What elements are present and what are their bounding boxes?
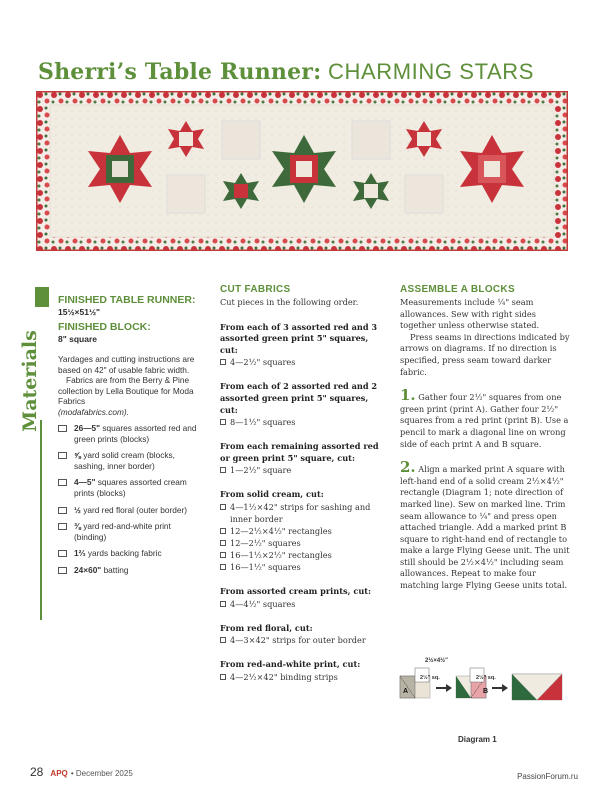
yardage-note: Yardages and cutting instructions are based on 42" of usable fabric width. (58, 354, 195, 375)
finished-block-value: 8" square (58, 334, 97, 344)
cream-square-3 (352, 121, 390, 159)
step-2-number: 2. (400, 458, 416, 477)
checkbox[interactable] (58, 425, 67, 432)
assemble-heading: ASSEMBLE A BLOCKS (400, 284, 515, 295)
cut-item: 4—3×42" strips for outer border (220, 634, 385, 646)
checkbox[interactable] (220, 504, 226, 510)
assemble-intro-1: Measurements include ¼" seam allowances. Sew with right sides together unless otherwise stated. (400, 297, 540, 331)
assemble-column (400, 284, 570, 592)
title-part2: CHARMING STARS (328, 59, 535, 84)
checkbox[interactable] (58, 550, 67, 557)
assemble-intro-2: Press seams in directions indicated by arrows on diagrams. If no direction is specified, press seam toward darker fabric. (400, 331, 570, 377)
checkbox[interactable] (220, 601, 226, 607)
checkbox[interactable] (58, 479, 67, 486)
materials-accent-bar (35, 287, 49, 307)
materials-item: 26—5" squares assorted red and green prints (blocks) (58, 423, 202, 444)
checkbox[interactable] (220, 540, 226, 546)
checkbox[interactable] (58, 507, 67, 514)
checkbox[interactable] (220, 674, 226, 680)
cut-group-head: From red-and-white print, cut: (220, 659, 361, 670)
page-title (38, 58, 534, 85)
finished-runner-value: 15½×51½" (58, 307, 101, 317)
materials-item: ½ yard red floral (outer border) (58, 505, 202, 516)
finished-runner-label: FINISHED TABLE RUNNER: (58, 294, 196, 306)
page-footer (30, 765, 133, 779)
cut-item: 8—1½" squares (220, 416, 385, 428)
checkbox[interactable] (220, 467, 226, 473)
checkbox[interactable] (220, 359, 226, 365)
cut-group-head: From solid cream, cut: (220, 489, 324, 500)
checkbox[interactable] (220, 419, 226, 425)
materials-item: 4—5" squares assorted cream prints (blocks) (58, 477, 202, 498)
watermark: PassionForum.ru (517, 772, 578, 781)
cut-item: 16—1½" squares (220, 561, 385, 573)
step-2 (400, 458, 570, 592)
cut-group-head: From each remaining assorted red or green print 5" square, cut: (220, 441, 379, 463)
diagram-dimension: 2½×4½" (425, 658, 449, 664)
cut-group-head: From each of 3 assorted red and 3 assorted green print 5" squares, cut: (220, 321, 378, 355)
materials-column (58, 294, 202, 576)
cut-item: 12—2½×4½" rectangles (220, 525, 385, 537)
cut-item: 1—2½" square (220, 464, 385, 476)
checkbox[interactable] (220, 552, 226, 558)
materials-list (58, 423, 202, 576)
checkbox[interactable] (58, 567, 67, 574)
materials-rule (40, 420, 42, 620)
diagram-label-b: B (483, 688, 489, 695)
cut-intro: Cut pieces in the following order. (220, 297, 359, 307)
page-number: 28 (30, 765, 44, 779)
step-1-number: 1. (400, 386, 416, 405)
cut-item: 4—1½×42" strips for sashing and inner border (220, 501, 385, 525)
cut-item: 4—2½" squares (220, 356, 385, 368)
cut-item: 4—4½" squares (220, 598, 385, 610)
materials-item: ⅜ yard red-and-white print (binding) (58, 521, 202, 542)
diagram-label-a: A (403, 688, 409, 695)
diagram-caption: Diagram 1 (458, 735, 497, 744)
cream-square-1 (167, 175, 205, 213)
cream-square-4 (405, 175, 443, 213)
step-1-text: Gather four 2½" squares from one green print (print A). Gather four 2½" squares from a red print (print B). Use a pencil to mark a diagonal line on wrong side of each print A and B square. (400, 392, 569, 449)
materials-item: 1⅔ yards backing fabric (58, 548, 202, 559)
cut-group-head: From red floral, cut: (220, 622, 313, 633)
cut-item: 4—2½×42" binding strips (220, 671, 385, 683)
publication-name: APQ (50, 769, 68, 778)
finished-block-label: FINISHED BLOCK: (58, 321, 151, 333)
cut-item: 16—1½×2½" rectangles (220, 549, 385, 561)
cut-group-head: From assorted cream prints, cut: (220, 585, 372, 596)
checkbox[interactable] (220, 637, 226, 643)
cut-item: 12—2½" squares (220, 537, 385, 549)
quilt-photo (36, 91, 568, 251)
cut-heading: CUT FABRICS (220, 284, 291, 295)
cut-group-head: From each of 2 assorted red and 2 assorted green print 5" squares, cut: (220, 381, 378, 415)
issue-date: • December 2025 (70, 769, 133, 778)
checkbox[interactable] (58, 523, 67, 530)
materials-item: 24×60" batting (58, 565, 202, 576)
cut-fabrics-column (220, 284, 385, 683)
step-1 (400, 386, 570, 450)
fabric-note: Fabrics are from the Berry & Pine collection by Lella Boutique for Moda Fabrics (58, 375, 194, 406)
star-block-1 (88, 135, 152, 203)
diagram-sq-label-1: 2½" sq. (420, 675, 440, 681)
fabric-site: (modafabrics.com). (58, 406, 130, 417)
diagram-sq-label-2: 2½" sq. (476, 675, 496, 681)
star-block-3 (460, 135, 524, 203)
checkbox[interactable] (220, 528, 226, 534)
materials-label: Materials (18, 330, 41, 432)
star-block-2 (272, 135, 336, 203)
checkbox[interactable] (58, 452, 67, 459)
title-part1: Sherri’s Table Runner: (38, 59, 322, 85)
materials-item: ⅝ yard solid cream (blocks, sashing, inner border) (58, 450, 202, 471)
cream-square-2 (222, 121, 260, 159)
step-2-text: Align a marked print A square with left-hand end of a solid cream 2½×4½" rectangle (Diagram 1; note direction of marked line). Sew on marked line. Trim seam allowance to ¼" and press open attached triangle. Add a marked print B square to right-hand end of rectangle to make a large Flying Geese unit. The unit still should be 2½×4½" including seam allowances. Repeat to make four matching large Flying Geese units total. (400, 464, 570, 591)
checkbox[interactable] (220, 564, 226, 570)
